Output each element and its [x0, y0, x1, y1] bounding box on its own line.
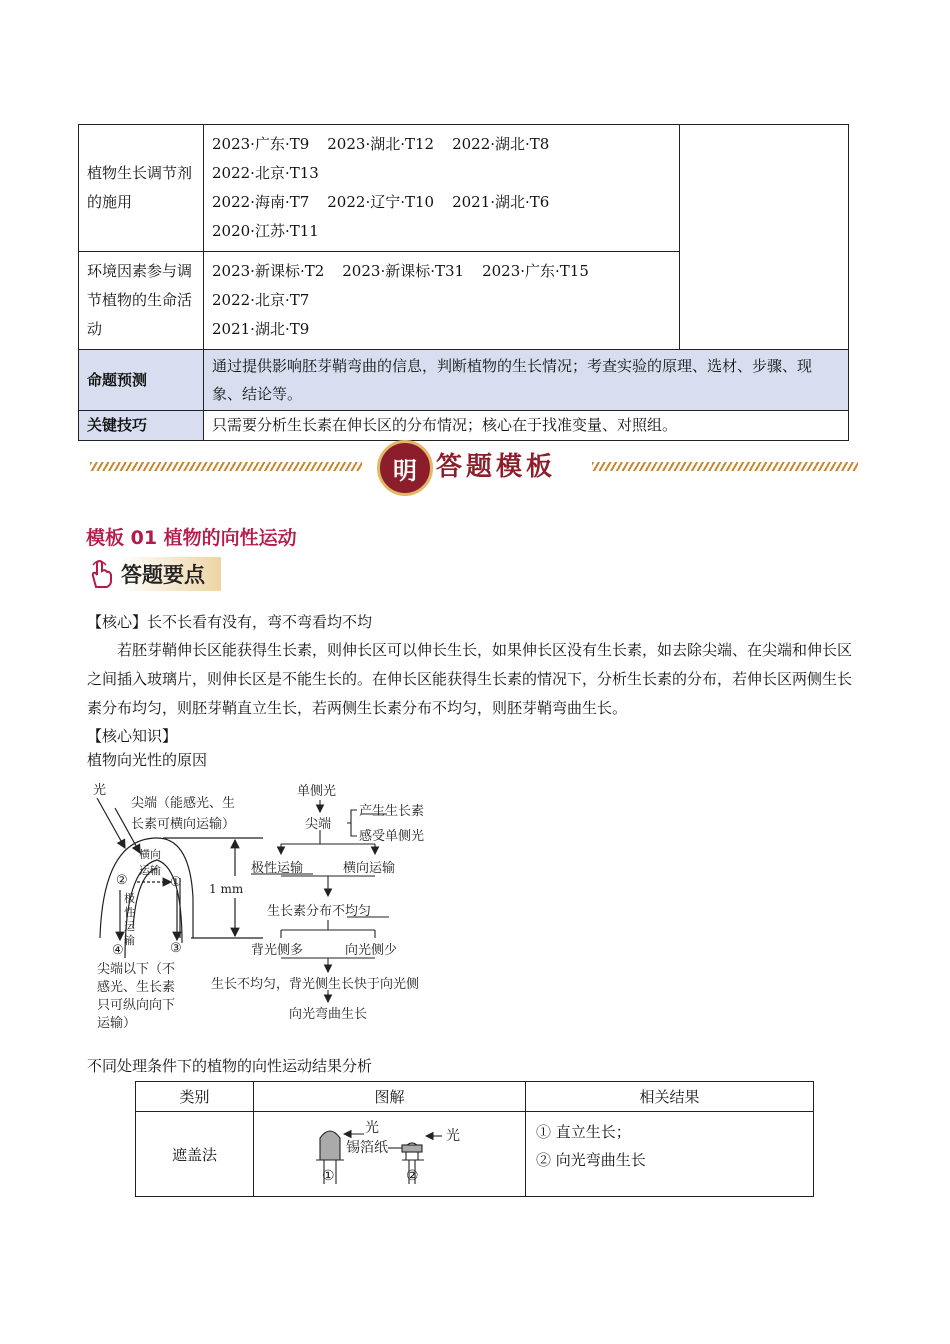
ref-item: 2022·北京·T7: [212, 291, 310, 309]
produce-auxin-node: 产生生长素: [359, 804, 425, 819]
phototropism-diagram: [85, 778, 465, 1038]
marker-1: ①: [170, 875, 182, 890]
polar-label-1: 极: [124, 892, 135, 905]
ref-item: 2022·北京·T13: [212, 164, 319, 182]
uneven-distribution-node: 生长素分布不均匀: [267, 904, 372, 919]
light-label: 光: [93, 783, 107, 798]
bend-toward-light-node: 向光弯曲生长: [289, 1007, 368, 1022]
below-label-2: 感光、生长素: [97, 980, 176, 995]
unilateral-light-label: 单侧光: [297, 784, 337, 799]
uneven-growth-node: 生长不均匀，背光侧生长快于向光侧: [211, 977, 420, 992]
result-cell: [526, 1112, 814, 1197]
analysis-title: 不同处理条件下的植物的向性运动结果分析: [87, 1057, 373, 1075]
lateral-transport-node: 横向运输: [343, 861, 396, 876]
topic-cell: 环境因素参与调节植物的生命活动: [79, 252, 204, 350]
below-label-1: 尖端以下（不: [97, 962, 176, 977]
topic-cell: 植物生长调节剂的施用: [79, 125, 204, 252]
ref-item: 2021·湖北·T9: [212, 320, 310, 338]
ref-item: 2022·海南·T7: [212, 193, 310, 211]
analysis-table: [135, 1081, 814, 1197]
fig-light-right: 光: [446, 1128, 460, 1144]
result-line-2: ② 向光弯曲生长: [536, 1151, 646, 1169]
prediction-text: 通过提供影响胚芽鞘弯曲的信息，判断植物的生长情况；考查实验的原理、选材、步骤、现象、结论等。: [204, 350, 849, 411]
prediction-label: 命题预测: [79, 350, 204, 411]
length-label: 1 mm: [209, 882, 244, 896]
header-figure: 图解: [254, 1082, 526, 1112]
lateral-label-2: 运输: [139, 864, 161, 877]
category-cell: 遮盖法: [136, 1112, 254, 1197]
skills-label: 关键技巧: [79, 411, 204, 441]
skills-text: 只需要分析生长素在伸长区的分布情况；核心在于找准变量、对照组。: [204, 411, 849, 441]
marker-2: ②: [116, 873, 128, 888]
marker-4: ④: [112, 943, 124, 958]
lateral-label-1: 横向: [139, 848, 161, 861]
ref-item: 2020·江苏·T11: [212, 222, 319, 240]
core-paragraph: 若胚芽鞘伸长区能获得生长素，则伸长区可以伸长生长，如果伸长区没有生长素，如去除尖端、在尖端和伸长区之间插入玻璃片，则伸长区是不能生长的。在伸长区能获得生长素的情况下，分析生长素的分布，若伸长区两侧生长素分布均匀，则胚芽鞘直立生长，若两侧生长素分布不均匀，则胚芽鞘弯曲生长。: [87, 641, 853, 717]
polar-transport-node: 极性运输: [251, 861, 304, 876]
ref-item: 2023·新课标·T2: [212, 262, 325, 280]
ref-item: 2023·广东·T15: [482, 262, 589, 280]
refs-cell: [204, 252, 680, 350]
below-label-3: 只可纵向向下: [97, 998, 176, 1013]
core-knowledge-heading: 【核心知识】: [87, 727, 178, 745]
tip-label-2: 长素可横向运输）: [131, 817, 236, 832]
header-result: 相关结果: [526, 1082, 814, 1112]
banner-hatch-right: [592, 462, 858, 471]
ref-item: 2022·辽宁·T10: [327, 193, 435, 211]
polar-label-2: 性: [124, 906, 135, 919]
marker-3: ③: [170, 941, 182, 956]
banner-title: 答题模板: [436, 452, 557, 482]
ref-item: 2023·新课标·T31: [342, 262, 465, 280]
fig-marker-1: ①: [322, 1168, 335, 1184]
back-more-node: 背光侧多: [251, 943, 304, 958]
banner-hatch-left: [90, 462, 362, 471]
subheading: [87, 557, 221, 591]
polar-label-4: 输: [124, 934, 135, 947]
ref-item: 2021·湖北·T6: [452, 193, 550, 211]
phototropism-title: 植物向光性的原因: [87, 751, 208, 769]
pointer-hand-icon: [87, 559, 115, 589]
fig-foil-label: 锡箔纸: [346, 1140, 388, 1156]
toward-less-node: 向光侧少: [345, 943, 398, 958]
figure-cell: [254, 1112, 526, 1197]
below-label-4: 运输）: [97, 1016, 137, 1031]
subheading-text: 答题要点: [119, 557, 221, 591]
ref-item: 2023·广东·T9: [212, 135, 310, 153]
empty-cell: [680, 125, 849, 350]
ref-item: 2023·湖北·T12: [327, 135, 435, 153]
core-line: 【核心】长不长看有没有，弯不弯看均不均: [87, 613, 373, 631]
banner-circle-icon: 明: [377, 440, 433, 496]
fig-light-left: 光: [365, 1120, 379, 1136]
module-title: 模板 01 植物的向性运动: [86, 527, 297, 549]
polar-label-3: 运: [124, 920, 135, 933]
tip-label-1: 尖端（能感光、生: [131, 796, 236, 811]
header-category: 类别: [136, 1082, 254, 1112]
covering-figure: [254, 1112, 525, 1192]
tip-node: 尖端: [305, 817, 332, 832]
fig-marker-2: ②: [406, 1168, 419, 1184]
refs-cell: [204, 125, 680, 252]
sense-light-node: 感受单侧光: [359, 829, 425, 844]
ref-item: 2022·湖北·T8: [452, 135, 550, 153]
result-line-1: ① 直立生长；: [536, 1123, 631, 1141]
exam-reference-table: [78, 124, 849, 441]
